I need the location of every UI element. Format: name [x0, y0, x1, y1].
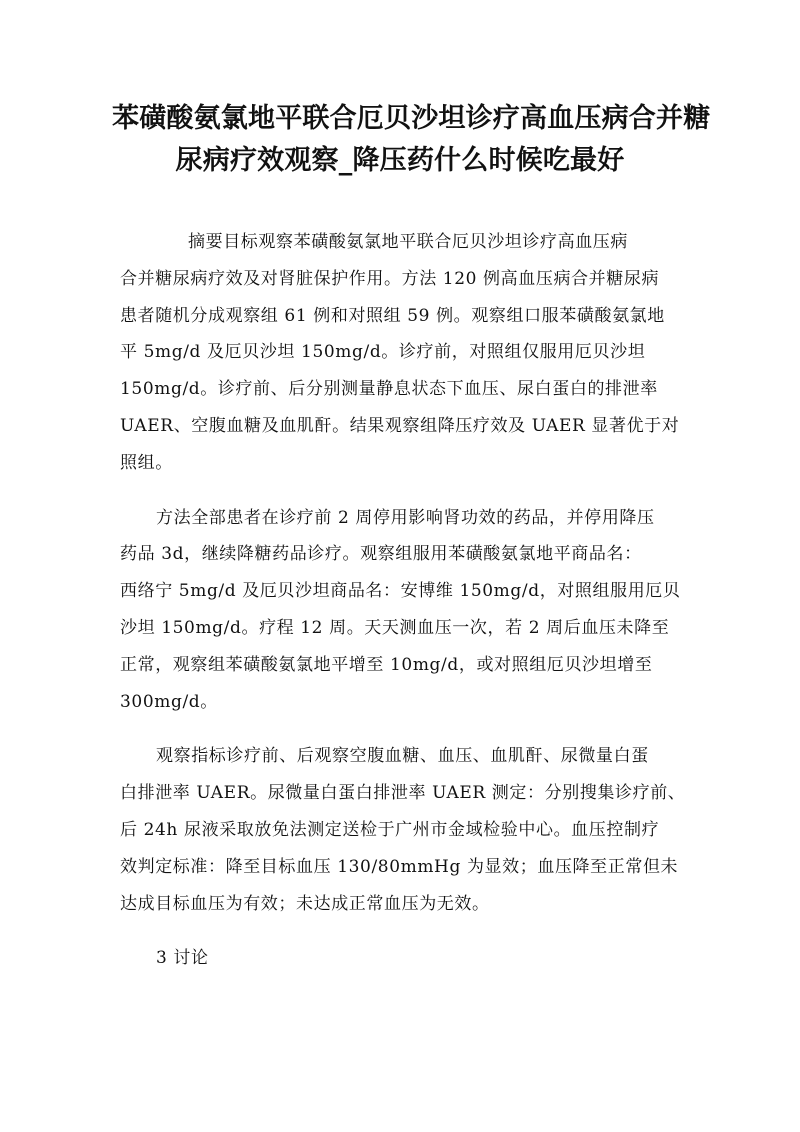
text-line: 效判定标准：降至目标血压 130/80mmHg 为显效；血压降至正常但未 — [120, 856, 679, 877]
text-line: 300mg/d。 — [120, 691, 218, 712]
methods-paragraph — [120, 500, 686, 721]
text-line: 照组。 — [120, 452, 173, 473]
abstract-paragraph — [120, 224, 686, 482]
text-line: 150mg/d。诊疗前、后分别测量静息状态下血压、尿白蛋白的排泄率 — [120, 379, 658, 400]
text-line: 白排泄率 UAER。尿微量白蛋白排泄率 UAER 测定：分别搜集诊疗前、 — [120, 783, 686, 804]
text-line: 观察指标诊疗前、后观察空腹血糖、血压、血肌酐、尿微量白蛋 — [156, 746, 649, 767]
text-line: 药品 3d，继续降糖药品诊疗。观察组服用苯磺酸氨氯地平商品名： — [120, 544, 642, 565]
text-line: 西络宁 5mg/d 及厄贝沙坦商品名：安博维 150mg/d，对照组服用厄贝 — [120, 581, 681, 602]
text-line: 平 5mg/d 及厄贝沙坦 150mg/d。诊疗前，对照组仅服用厄贝沙坦 — [120, 342, 646, 363]
text-line: 合并糖尿病疗效及对肾脏保护作用。方法 120 例高血压病合并糖尿病 — [120, 268, 660, 289]
discussion-heading: 3 讨论 — [156, 948, 209, 969]
text-line: 沙坦 150mg/d。疗程 12 周。天天测血压一次，若 2 周后血压未降至 — [120, 617, 670, 638]
text-line: 摘要目标观察苯磺酸氨氯地平联合厄贝沙坦诊疗高血压病 — [188, 232, 628, 252]
document-title — [112, 98, 711, 182]
text-line: 方法全部患者在诊疗前 2 周停用影响肾功效的药品，并停用降压 — [156, 507, 655, 528]
text-line: 达成目标血压为有效；未达成正常血压为无效。 — [120, 893, 490, 914]
text-line: 正常，观察组苯磺酸氨氯地平增至 10mg/d，或对照组厄贝沙坦增至 — [120, 654, 653, 675]
title-line-1: 苯磺酸氨氯地平联合厄贝沙坦诊疗高血压病合并糖 — [112, 103, 711, 134]
document-body — [120, 224, 686, 995]
text-line: 患者随机分成观察组 61 例和对照组 59 例。观察组口服苯磺酸氨氯地 — [120, 305, 665, 326]
indicators-paragraph — [120, 738, 686, 922]
text-line: 后 24h 尿液采取放免法测定送检于广州市金域检验中心。血压控制疗 — [120, 819, 660, 840]
section-heading — [120, 940, 686, 977]
title-line-2: 尿病疗效观察_降压药什么时候吃最好 — [175, 145, 625, 176]
text-line: UAER、空腹血糖及血肌酐。结果观察组降压疗效及 UAER 显著优于对 — [120, 415, 680, 436]
